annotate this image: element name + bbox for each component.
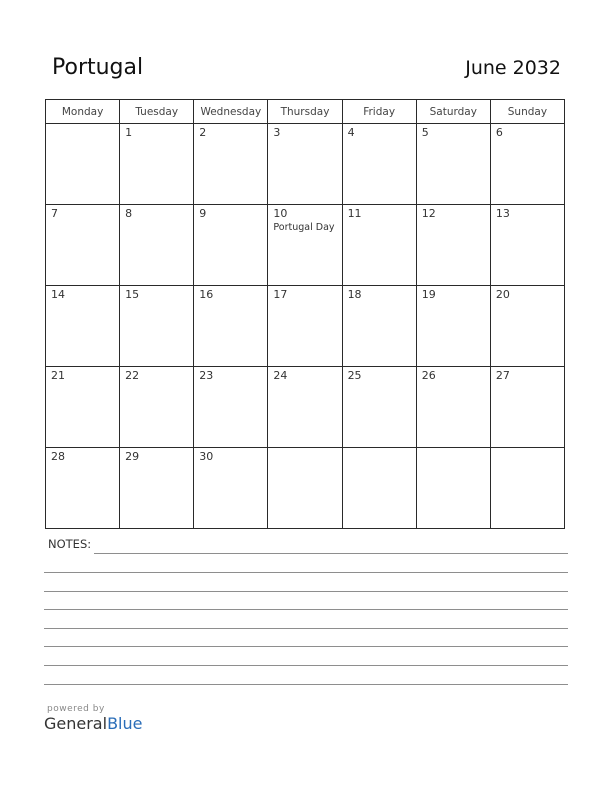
day-number: 14	[51, 288, 65, 301]
note-line	[44, 572, 568, 573]
powered-by-text: powered by	[47, 704, 105, 714]
day-number: 9	[199, 207, 207, 220]
day-cell	[490, 367, 564, 448]
day-number: 10	[273, 207, 288, 220]
day-number: 22	[125, 369, 140, 382]
notes-label: NOTES:	[48, 537, 92, 551]
note-line	[94, 553, 568, 554]
day-cell	[416, 124, 490, 205]
weekday-header: Monday	[46, 100, 120, 124]
day-number: 20	[495, 288, 510, 301]
day-cell	[490, 205, 564, 286]
brand-name-general: General	[44, 714, 108, 733]
day-number: 29	[125, 450, 140, 463]
week-row	[46, 367, 565, 448]
day-number: 17	[273, 288, 288, 301]
day-cell	[268, 367, 342, 448]
day-cell	[416, 448, 490, 529]
month-title: June 2032	[465, 57, 561, 79]
weekday-header: Sunday	[490, 100, 564, 124]
day-cell	[194, 205, 268, 286]
day-cell	[490, 448, 564, 529]
day-cell	[268, 286, 342, 367]
day-cell	[46, 205, 120, 286]
note-line	[44, 646, 568, 647]
day-number: 7	[51, 207, 58, 220]
day-number: 25	[347, 369, 362, 382]
day-number: 21	[51, 369, 65, 382]
day-cell	[194, 124, 268, 205]
day-cell	[194, 286, 268, 367]
day-number: 2	[199, 126, 207, 139]
day-number: 18	[347, 288, 362, 301]
day-number: 6	[495, 126, 503, 139]
weekday-header: Wednesday	[194, 100, 268, 124]
day-cell	[120, 448, 194, 529]
day-cell	[194, 448, 268, 529]
day-cell	[194, 367, 268, 448]
day-number: 23	[199, 369, 214, 382]
day-number: 5	[421, 126, 429, 139]
day-cell	[46, 448, 120, 529]
day-cell	[416, 205, 490, 286]
calendar-grid	[45, 99, 565, 529]
day-number: 15	[125, 288, 140, 301]
day-number: 30	[199, 450, 214, 463]
note-line	[44, 684, 568, 685]
day-number: 1	[125, 126, 133, 139]
day-cell	[342, 286, 416, 367]
country-title: Portugal	[52, 55, 144, 80]
day-cell	[120, 286, 194, 367]
day-cell	[416, 367, 490, 448]
note-line	[44, 628, 568, 629]
day-cell	[46, 367, 120, 448]
day-number: 19	[421, 288, 436, 301]
day-cell	[120, 367, 194, 448]
day-number: 16	[199, 288, 214, 301]
generalblue-logo	[44, 704, 142, 734]
weekday-header-row	[46, 100, 565, 124]
day-number: 3	[273, 126, 281, 139]
day-cell	[416, 286, 490, 367]
note-line	[44, 591, 568, 592]
note-line	[44, 665, 568, 666]
day-cell	[120, 124, 194, 205]
day-number: 11	[347, 207, 362, 220]
day-cell	[342, 124, 416, 205]
day-cell	[490, 124, 564, 205]
day-number: 12	[421, 207, 436, 220]
brand-name	[44, 714, 142, 733]
week-row	[46, 448, 565, 529]
week-row	[46, 286, 565, 367]
day-cell	[46, 124, 120, 205]
day-number: 26	[421, 369, 436, 382]
weekday-header: Saturday	[416, 100, 490, 124]
day-cell	[490, 286, 564, 367]
day-number: 4	[347, 126, 355, 139]
brand-name-blue: Blue	[107, 714, 143, 733]
holiday-label: Portugal Day	[273, 222, 335, 233]
weekday-header: Thursday	[268, 100, 342, 124]
day-cell	[268, 205, 342, 286]
week-row	[46, 205, 565, 286]
day-number: 13	[495, 207, 510, 220]
day-number: 27	[495, 369, 510, 382]
day-number: 8	[125, 207, 133, 220]
weekday-header: Tuesday	[120, 100, 194, 124]
day-cell	[268, 448, 342, 529]
day-cell	[46, 286, 120, 367]
note-line	[44, 609, 568, 610]
day-cell	[120, 205, 194, 286]
day-cell	[342, 448, 416, 529]
week-row	[46, 124, 565, 205]
day-cell	[342, 205, 416, 286]
day-cell	[268, 124, 342, 205]
day-number: 24	[273, 369, 288, 382]
weekday-header: Friday	[342, 100, 416, 124]
day-cell	[342, 367, 416, 448]
day-number: 28	[51, 450, 65, 463]
